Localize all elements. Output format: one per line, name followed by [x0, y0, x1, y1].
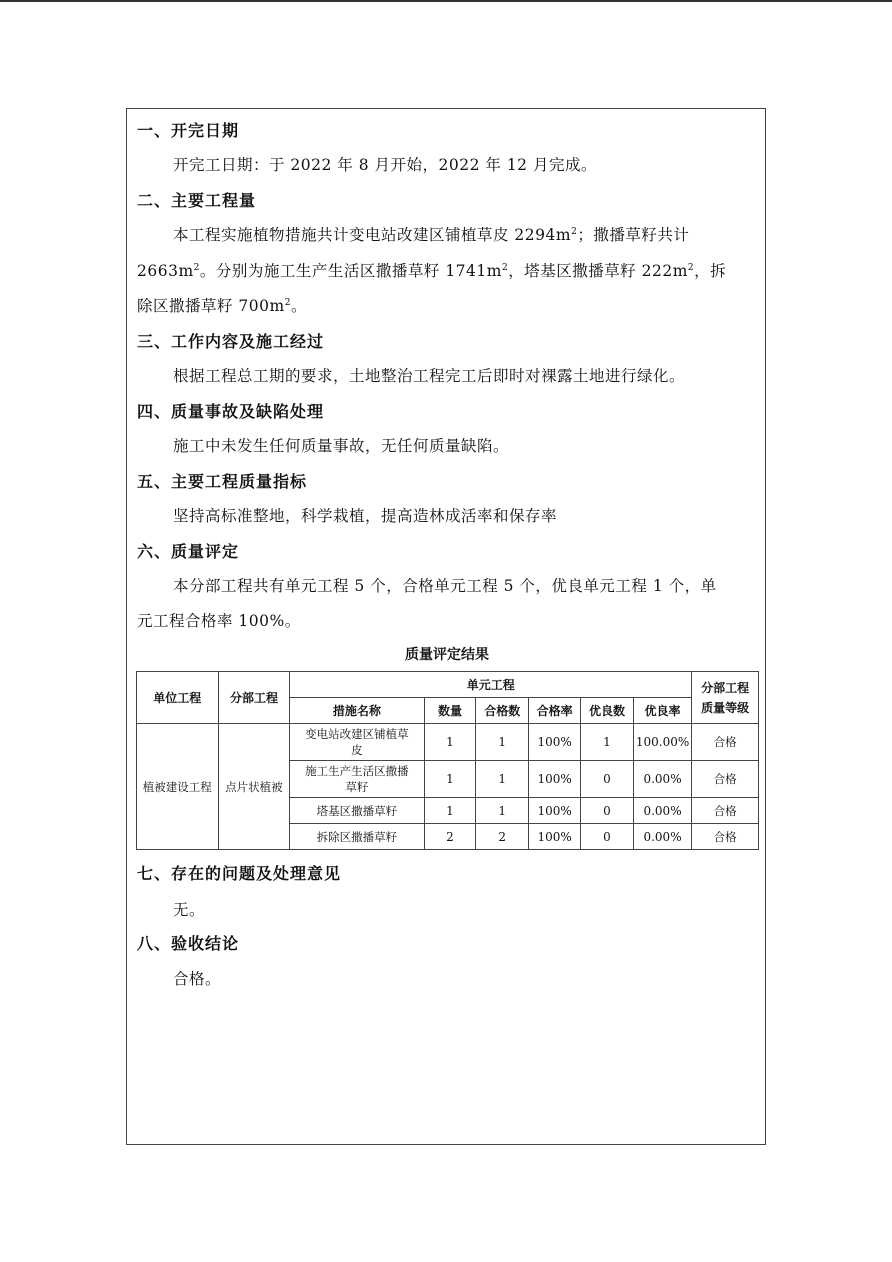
count-cell: 1: [424, 798, 476, 824]
quality-result-table: [136, 671, 759, 850]
section-heading-issues: 七、存在的问题及处理意见: [137, 864, 342, 883]
unit-project-cell: 植被建设工程: [137, 724, 219, 850]
count-cell: 2: [424, 824, 476, 850]
excellent-cell: 1: [581, 724, 634, 761]
section-heading-acceptance-conclusion: 八、验收结论: [137, 934, 240, 953]
section-heading-work-content: 三、工作内容及施工经过: [137, 332, 325, 351]
measure-cell: 拆除区撒播草籽: [290, 824, 424, 850]
excellent-cell: 0: [581, 824, 634, 850]
qualified-rate-cell: 100%: [529, 798, 581, 824]
issues-text: 无。: [173, 901, 206, 919]
header-sub-quality-grade: 分部工程 质量等级: [692, 672, 759, 724]
table-row: [137, 724, 759, 761]
sub-project-cell: 点片状植被: [218, 724, 290, 850]
grade-cell: 合格: [692, 798, 759, 824]
quantities-line-2: $2663m^2$。分别为施工生产生活区撒播草籽 $1741m^2$，塔基区撒播草籽 $222m^2$，拆: [137, 262, 727, 280]
measure-cell: 塔基区撒播草籽: [290, 798, 424, 824]
qualified-rate-cell: 100%: [529, 761, 581, 798]
work-content-text: 根据工程总工期的要求，土地整治工程完工后即时对裸露土地进行绿化。: [173, 367, 686, 385]
qualified-cell: 1: [476, 798, 529, 824]
header-element-project: 单元工程: [290, 672, 692, 698]
section-heading-main-quantities: 二、主要工程量: [137, 191, 257, 210]
excellent-rate-cell: 0.00%: [633, 798, 691, 824]
qualified-cell: 1: [476, 724, 529, 761]
count-cell: 1: [424, 761, 476, 798]
quality-assessment-line-1: 本分部工程共有单元工程 5 个，合格单元工程 5 个，优良单元工程 1 个，单: [173, 577, 717, 595]
excellent-cell: 0: [581, 798, 634, 824]
document-frame: [126, 108, 766, 1145]
quality-result-table-title: 质量评定结果: [405, 647, 489, 663]
measure-cell: 施工生产生活区撒播 草籽: [290, 761, 424, 798]
excellent-cell: 0: [581, 761, 634, 798]
excellent-rate-cell: 0.00%: [633, 824, 691, 850]
header-count: 数量: [424, 698, 476, 724]
header-qualified: 合格数: [476, 698, 529, 724]
quality-assessment-line-2: 元工程合格率 100%。: [137, 612, 301, 630]
quantities-line-3: 除区撒播草籽 $700m^2$。: [137, 297, 307, 315]
page-top-border: [0, 0, 892, 2]
section-heading-quality-accidents: 四、质量事故及缺陷处理: [137, 402, 325, 421]
header-excellent-rate: 优良率: [633, 698, 691, 724]
qualified-rate-cell: 100%: [529, 824, 581, 850]
header-qualified-rate: 合格率: [529, 698, 581, 724]
grade-cell: 合格: [692, 761, 759, 798]
excellent-rate-cell: 0.00%: [633, 761, 691, 798]
grade-cell: 合格: [692, 724, 759, 761]
acceptance-conclusion-text: 合格。: [173, 970, 222, 988]
grade-cell: 合格: [692, 824, 759, 850]
qualified-cell: 1: [476, 761, 529, 798]
header-unit-project: 单位工程: [137, 672, 219, 724]
quality-accidents-text: 施工中未发生任何质量事故，无任何质量缺陷。: [173, 437, 510, 455]
start-end-date-text: 开完工日期：于 2022 年 8 月开始，2022 年 12 月完成。: [173, 156, 597, 174]
section-heading-quality-indicators: 五、主要工程质量指标: [137, 472, 308, 491]
qualified-rate-cell: 100%: [529, 724, 581, 761]
measure-cell: 变电站改建区铺植草 皮: [290, 724, 424, 761]
count-cell: 1: [424, 724, 476, 761]
quantities-line-1: 本工程实施植物措施共计变电站改建区铺植草皮 $2294m^2$；撒播草籽共计: [173, 226, 690, 244]
header-measure: 措施名称: [290, 698, 424, 724]
section-heading-quality-assessment: 六、质量评定: [137, 542, 240, 561]
header-sub-project: 分部工程: [218, 672, 290, 724]
qualified-cell: 2: [476, 824, 529, 850]
excellent-rate-cell: 100.00%: [633, 724, 691, 761]
quality-indicators-text: 坚持高标准整地，科学栽植，提高造林成活率和保存率: [173, 507, 558, 525]
header-excellent: 优良数: [581, 698, 634, 724]
section-heading-start-end-date: 一、开完日期: [137, 121, 240, 140]
